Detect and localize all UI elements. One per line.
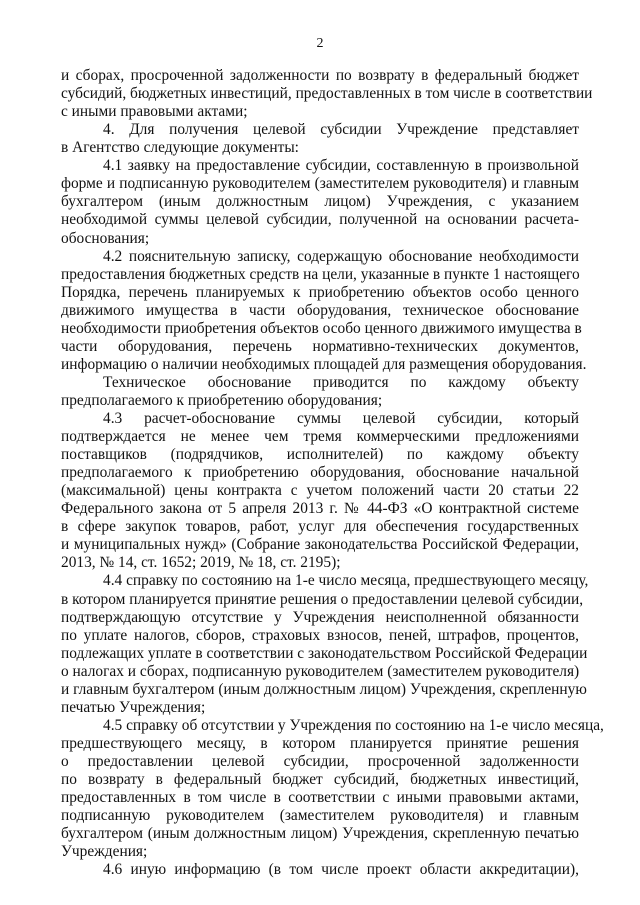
text-line: (максимальной) цены контракта с учетом положений части 20 статьи 22 — [61, 482, 579, 500]
text-line: и сборах, просроченной задолженности по возврату в федеральный бюджет — [61, 67, 579, 84]
text-line: предполагаемого к приобретению оборудования, обоснование начальной — [61, 464, 579, 482]
text-line: форме и подписанную руководителем (заместителем руководителя) и главным — [61, 175, 579, 193]
text-line: 4.3 расчет-обоснование суммы целевой субсидии, который — [103, 409, 579, 427]
text-line: движимого имущества в части оборудования, техническое обоснование — [61, 301, 579, 319]
text-line: информацию о наличии необходимых площадей для размещения оборудования. — [61, 355, 587, 373]
text-line: предполагаемого к приобретению оборудования; — [61, 391, 383, 409]
text-line: по уплате налогов, сборов, страховых взносов, пеней, штрафов, процентов, — [61, 626, 579, 644]
text-line: части оборудования, перечень нормативно-технических документов, — [61, 337, 579, 355]
text-line: предоставления бюджетных средств на цели, указанные в пункте 1 настоящего — [61, 265, 580, 283]
text-line: Техническое обоснование приводится по каждому объекту — [103, 373, 579, 391]
text-line: поставщиков (подрядчиков, исполнителей) по каждому объекту — [61, 446, 579, 464]
text-line: в котором планируется принятие решения о предоставлении целевой субсидии, — [61, 590, 584, 608]
text-line: по возврату в федеральный бюджет субсидий, бюджетных инвестиций, — [61, 771, 579, 788]
text-line: в Агентство следующие документы: — [61, 139, 299, 157]
text-line: 4. Для получения целевой субсидии Учреждение представляет — [103, 121, 579, 139]
text-line: печатью Учреждения; — [61, 698, 206, 716]
text-line: обоснования; — [61, 229, 150, 247]
text-line: Порядка, перечень планируемых к приобретению объектов особо ценного — [61, 283, 579, 301]
text-line: 4.2 пояснительную записку, содержащую обоснование необходимости — [103, 247, 579, 265]
text-line: Федерального закона от 5 апреля 2013 г. № 44-ФЗ «О контрактной системе — [61, 500, 579, 518]
text-line: бухгалтером (иным должностным лицом) Учреждения, с указанием — [61, 193, 579, 211]
text-line: и муниципальных нужд» (Собрание законодательства Российской Федерации, — [61, 536, 579, 554]
text-line: предшествующего месяцу, в котором планируется принятие решения — [61, 734, 579, 752]
page-number: 2 — [316, 36, 324, 51]
text-line: подлежащих уплате в соответствии с законодательством Российской Федерации — [61, 644, 588, 662]
text-line: 4.1 заявку на предоставление субсидии, составленную в произвольной — [103, 157, 579, 175]
text-line: и главным бухгалтером (иным должностным лицом) Учреждения, скрепленную — [61, 680, 587, 698]
text-line: 4.6 иную информацию (в том числе проект области аккредитации), — [103, 861, 579, 879]
text-line: субсидий, бюджетных инвестиций, предоставленных в том числе в соответствии — [61, 85, 593, 102]
text-line: 4.5 справку об отсутствии у Учреждения по состоянию на 1-е число месяца, — [103, 716, 604, 734]
text-line: предоставленных в том числе в соответствии с иными правовыми актами, — [61, 789, 579, 806]
text-line: подтверждается не менее чем тремя коммерческими предложениями — [61, 428, 579, 445]
text-line: бухгалтером (иным должностным лицом) Учреждения, скрепленную печатью — [61, 825, 579, 843]
text-line: подтверждающую отсутствие у Учреждения неисполненной обязанности — [61, 608, 579, 626]
text-line: подписанную руководителем (заместителем руководителя) и главным — [61, 807, 579, 825]
text-line: в сфере закупок товаров, работ, услуг для обеспечения государственных — [61, 518, 579, 536]
text-line: 4.4 справку по состоянию на 1-е число месяца, предшествующего месяцу, — [103, 572, 589, 590]
text-line: с иными правовыми актами; — [61, 103, 248, 121]
text-line: необходимости приобретения объектов особо ценного движимого имущества в — [61, 319, 582, 337]
text-line: о налогах и сборах, подписанную руководителем (заместителем руководителя) — [61, 662, 580, 680]
text-line: Учреждения; — [61, 843, 148, 861]
text-line: о предоставлении целевой субсидии, просроченной задолженности — [61, 752, 579, 770]
text-line: 2013, № 14, ст. 1652; 2019, № 18, ст. 2195); — [61, 554, 341, 572]
text-line: необходимой суммы целевой субсидии, полученной на основании расчета- — [61, 211, 579, 229]
